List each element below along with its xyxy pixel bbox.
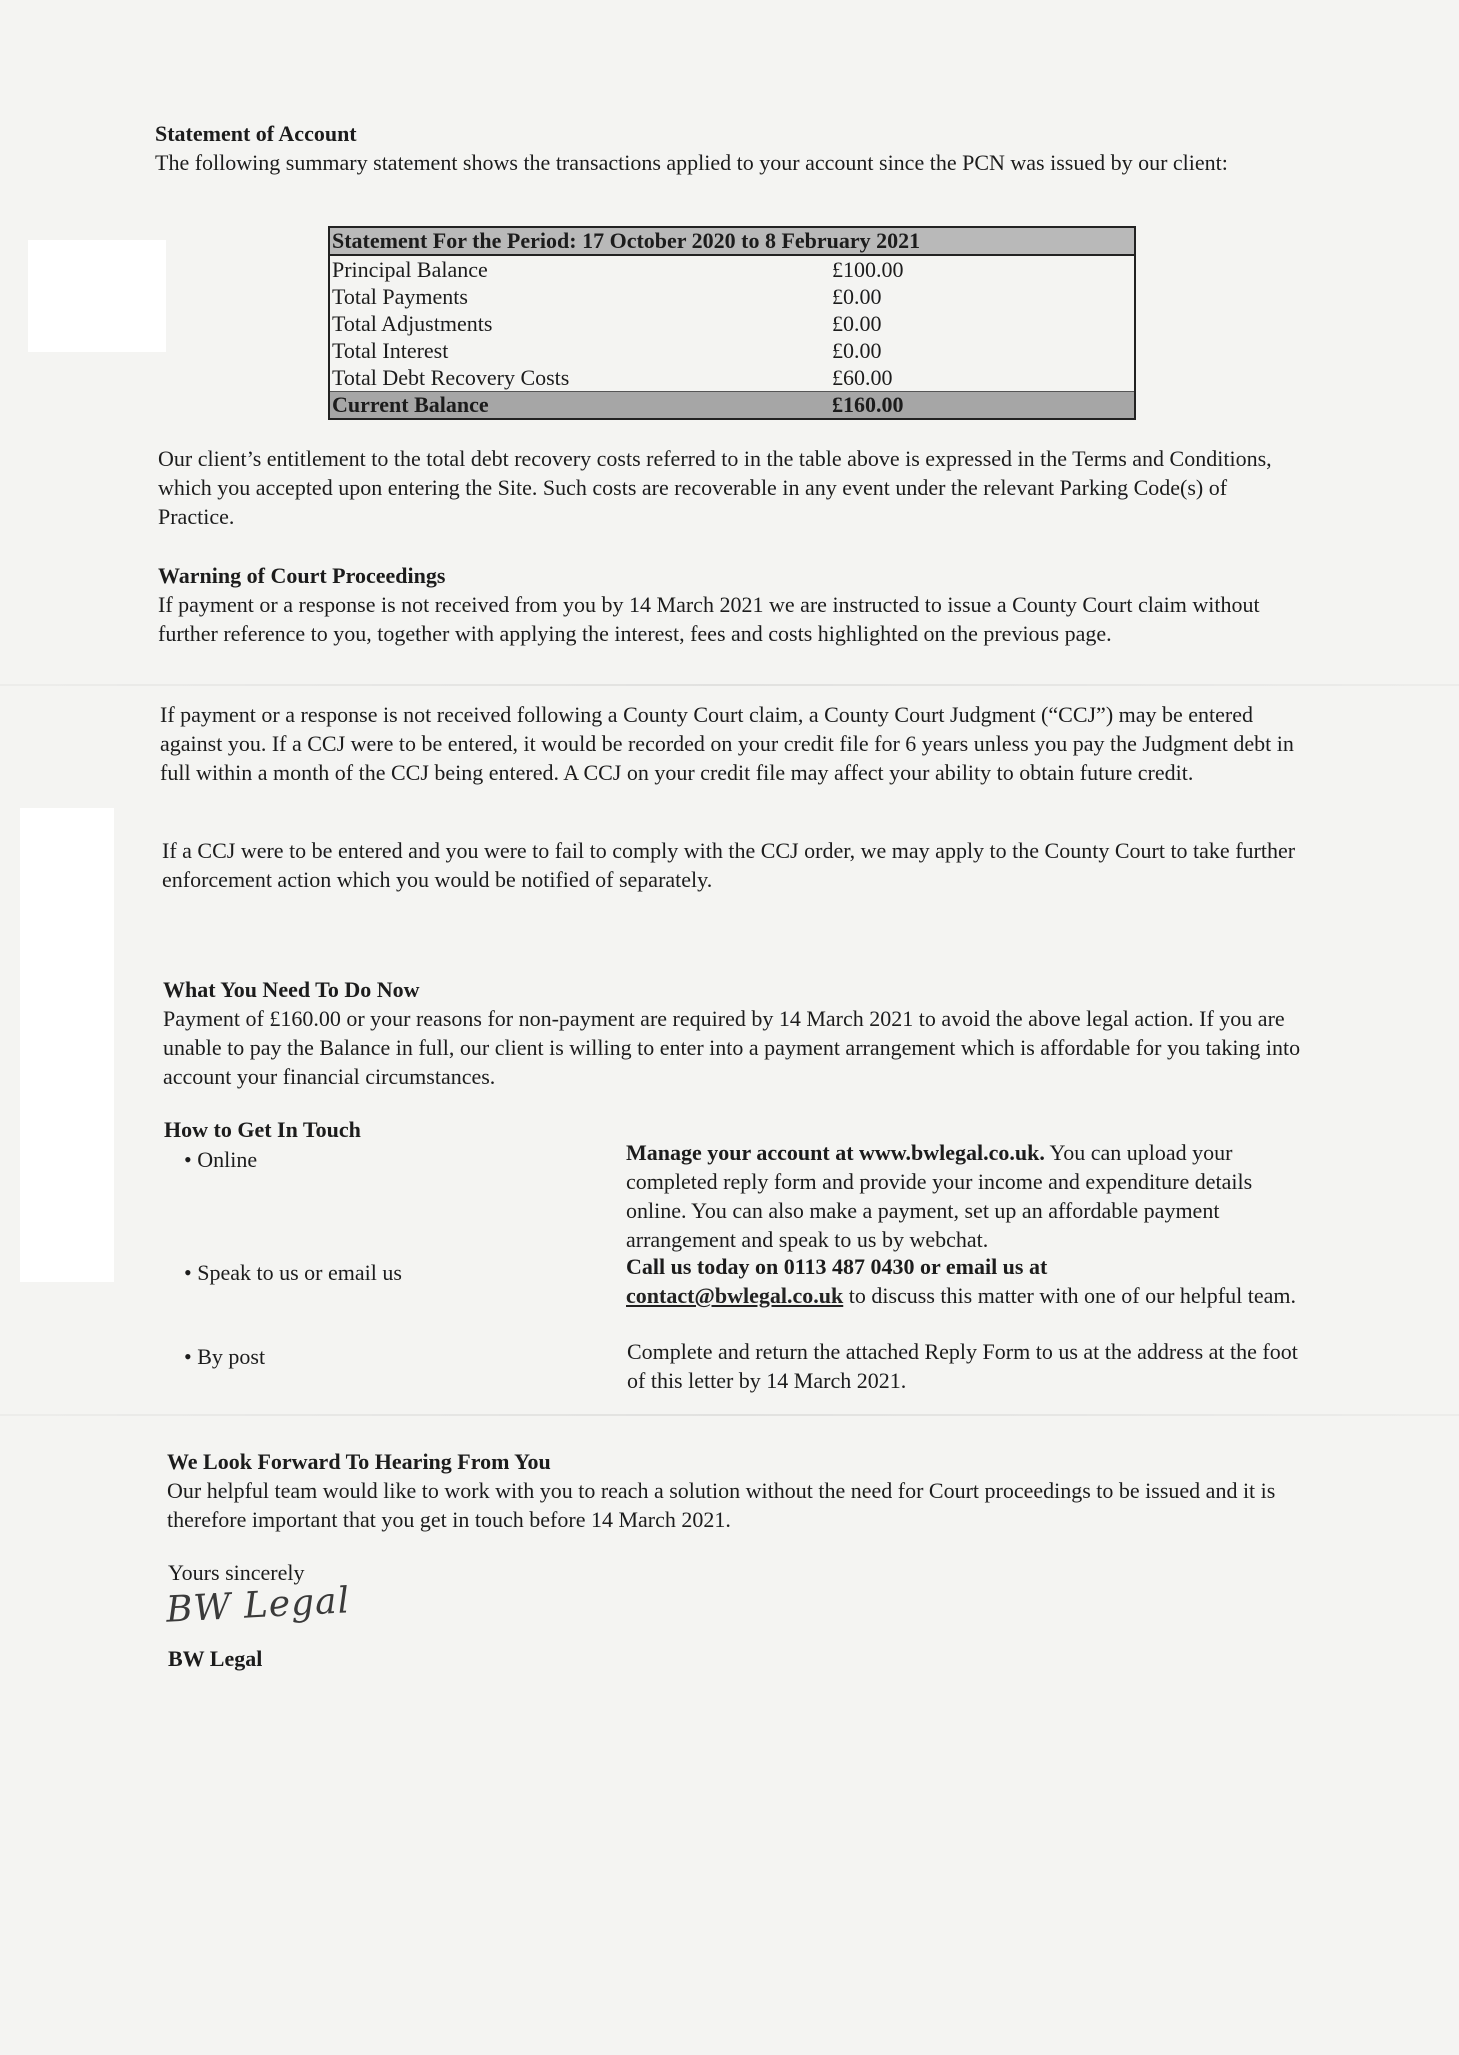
total-amount: £160.00 bbox=[832, 392, 1135, 420]
row-amount: £60.00 bbox=[832, 365, 893, 390]
redaction-block-top bbox=[28, 240, 166, 352]
table-row bbox=[329, 255, 1135, 283]
row-amount: £100.00 bbox=[832, 257, 904, 282]
warning-paragraph-1: If payment or a response is not received from you by 14 March 2021 we are instructed to issue a County Court claim without further reference to you, together with applying the interest, fees and costs highlighted on the previous page. bbox=[158, 592, 1260, 646]
warning-paragraph-2: If payment or a response is not received following a County Court claim, a County Court Judgment (“CCJ”) may be entered against you. If a CCJ were to be entered, it would be recorded on your credit file for 6 years unless you pay the Judgment debt in full within a month of the CCJ being entered. A CCJ on your credit file may affect your ability to obtain future credit. bbox=[160, 702, 1294, 785]
table-row bbox=[329, 283, 1135, 310]
statement-period-title: Statement For the Period: 17 October 2020 to 8 February 2021 bbox=[329, 227, 1135, 255]
closing-section bbox=[167, 1448, 1307, 1534]
warning-heading: Warning of Court Proceedings bbox=[158, 563, 446, 588]
email-link[interactable]: contact@bwlegal.co.uk bbox=[626, 1283, 844, 1308]
todo-section bbox=[163, 976, 1303, 1091]
paper-fold-line bbox=[0, 1414, 1459, 1416]
total-row bbox=[329, 392, 1135, 420]
call-us-text: Call us today on 0113 487 0430 or email us at bbox=[626, 1254, 1048, 1279]
todo-heading: What You Need To Do Now bbox=[163, 977, 420, 1002]
handwritten-signature: BW Legal bbox=[165, 1580, 352, 1631]
entitlement-text: Our client’s entitlement to the total debt recovery costs referred to in the table above is expressed in the Terms and Conditions, which you accepted upon entering the Site. Such costs are recoverable in any event under the relevant Parking Code(s) of Practice. bbox=[158, 446, 1272, 529]
contact-post-label bbox=[184, 1342, 265, 1371]
salutation: Yours sincerely bbox=[168, 1560, 305, 1585]
row-label: Total Debt Recovery Costs bbox=[332, 365, 570, 390]
closing-text: Our helpful team would like to work with you to reach a solution without the need for Court proceedings to be issued and it is therefore important that you get in touch before 14 March 2021. bbox=[167, 1478, 1276, 1532]
contact-speak-label-text: Speak to us or email us bbox=[197, 1260, 402, 1285]
post-description: Complete and return the attached Reply Form to us at the address at the foot of this letter by 14 March 2021. bbox=[627, 1339, 1298, 1393]
table-row bbox=[329, 337, 1135, 364]
statement-heading: Statement of Account bbox=[155, 121, 357, 146]
table-row bbox=[329, 310, 1135, 337]
speak-description: to discuss this matter with one of our helpful team. bbox=[848, 1283, 1296, 1308]
contact-heading: How to Get In Touch bbox=[164, 1117, 361, 1142]
closing-heading: We Look Forward To Hearing From You bbox=[167, 1449, 551, 1474]
contact-online-label-text: Online bbox=[197, 1147, 258, 1172]
contact-post-detail bbox=[627, 1337, 1317, 1395]
statement-table bbox=[328, 226, 1136, 420]
row-amount: £0.00 bbox=[832, 338, 882, 363]
signatory-name: BW Legal bbox=[168, 1646, 263, 1671]
contact-online-label bbox=[184, 1145, 257, 1174]
total-label: Current Balance bbox=[329, 392, 832, 420]
contact-post-label-text: By post bbox=[197, 1344, 266, 1369]
entitlement-paragraph bbox=[158, 444, 1308, 531]
enforcement-paragraph bbox=[162, 836, 1302, 894]
contact-online-detail bbox=[626, 1138, 1316, 1254]
manage-account-text: Manage your account at www.bwlegal.co.uk. bbox=[626, 1140, 1045, 1165]
statement-section bbox=[155, 120, 1305, 177]
row-label: Total Payments bbox=[332, 284, 468, 309]
todo-text: Payment of £160.00 or your reasons for non-payment are required by 14 March 2021 to avoid the above legal action. If you are unable to pay the Balance in full, our client is willing to enter into a payment arrangement which is affordable for you taking into account your financial circumstances. bbox=[163, 1006, 1301, 1089]
statement-intro: The following summary statement shows the transactions applied to your account since the PCN was issued by our client: bbox=[155, 150, 1228, 175]
paper-fold-line bbox=[0, 684, 1459, 686]
row-amount: £0.00 bbox=[832, 311, 882, 336]
redaction-block-side bbox=[20, 808, 114, 1282]
statement-table-header bbox=[329, 227, 1135, 255]
contact-speak-detail bbox=[626, 1252, 1316, 1310]
ccj-paragraph bbox=[160, 700, 1300, 787]
warning-paragraph-3: If a CCJ were to be entered and you were to fail to comply with the CCJ order, we may apply to the County Court to take further enforcement action which you would be notified of separately. bbox=[162, 838, 1296, 892]
table-row bbox=[329, 364, 1135, 392]
row-label: Total Interest bbox=[332, 338, 449, 363]
contact-speak-label bbox=[184, 1258, 402, 1287]
row-label: Principal Balance bbox=[332, 257, 488, 282]
online-description: You can upload your completed reply form and provide your income and expenditure details online. You can also make a payment, set up an affordable payment arrangement and speak to us by webchat. bbox=[626, 1140, 1253, 1252]
warning-section bbox=[158, 562, 1298, 648]
row-amount: £0.00 bbox=[832, 284, 882, 309]
row-label: Total Adjustments bbox=[332, 311, 493, 336]
